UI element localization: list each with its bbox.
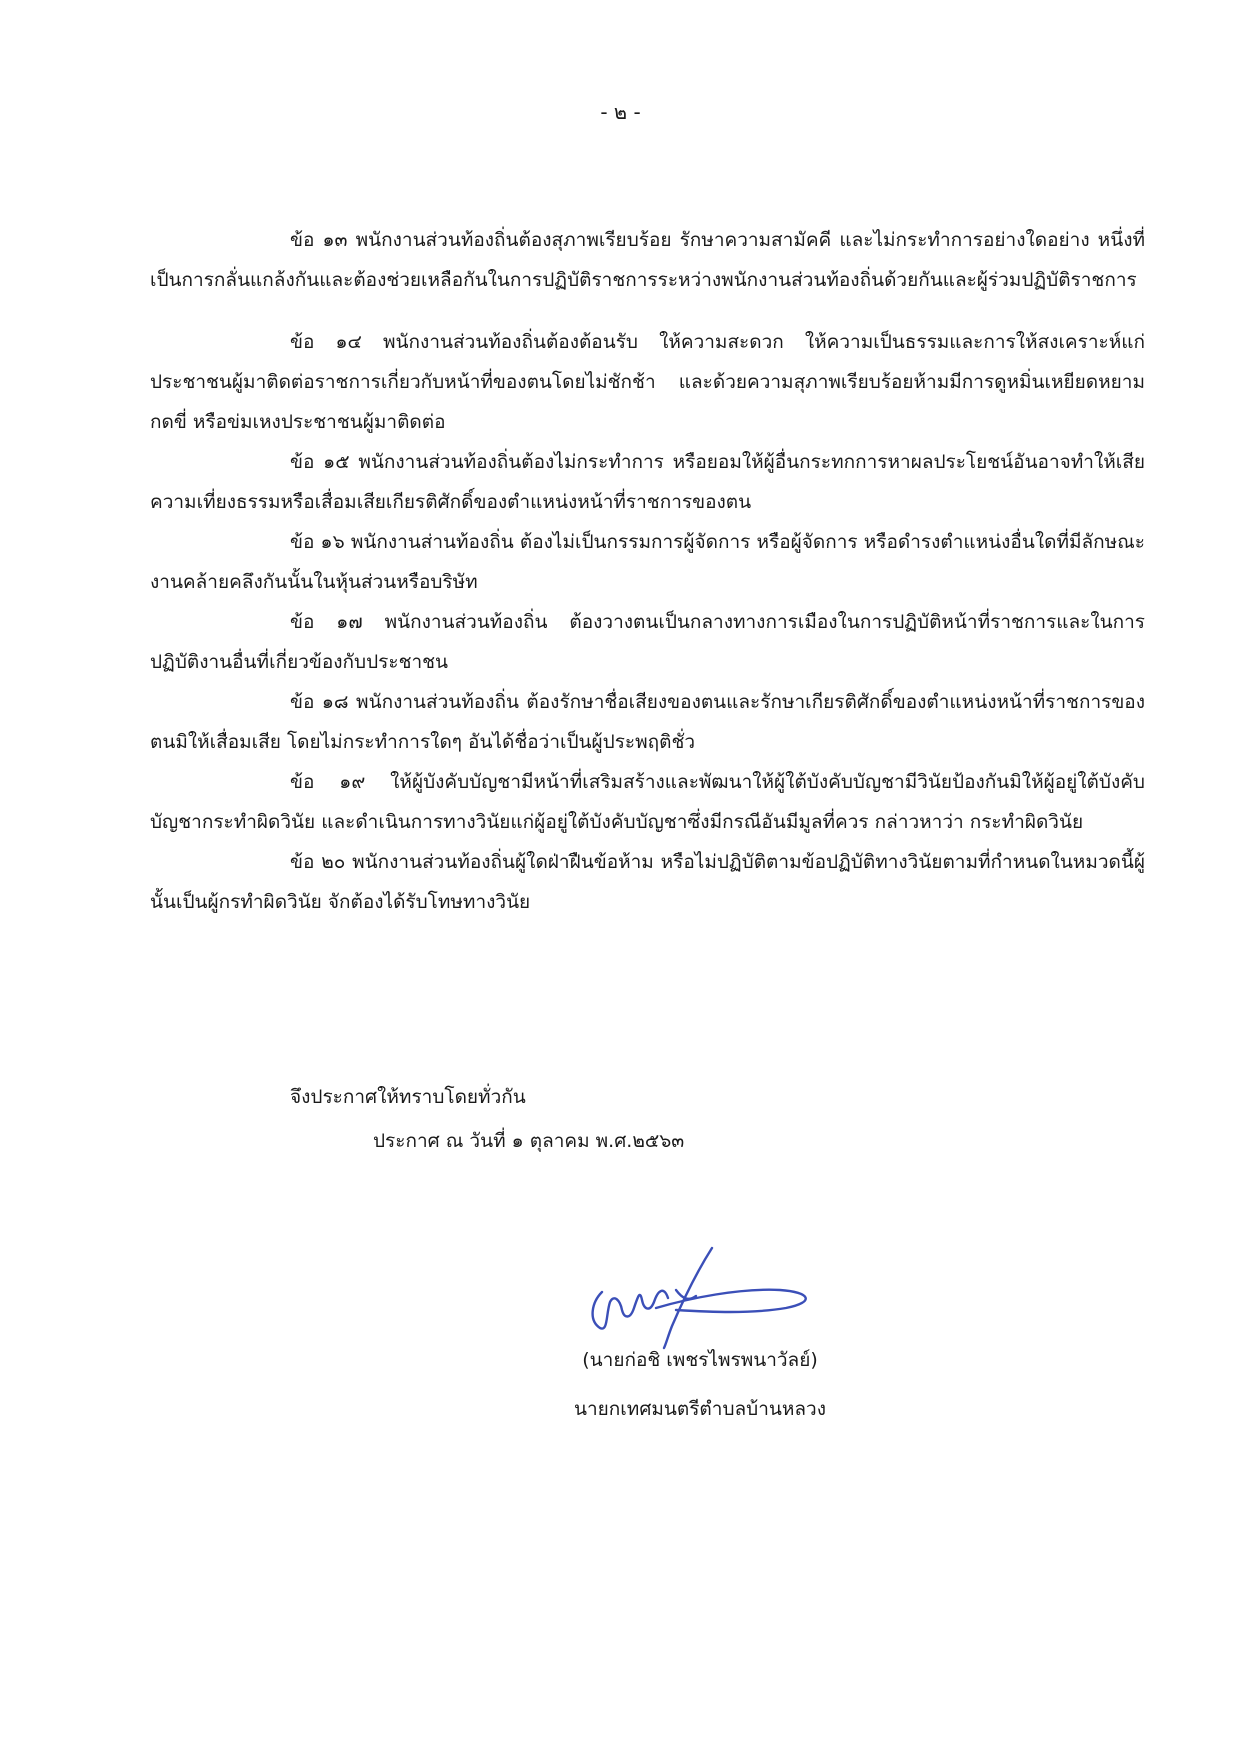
clause-17: ข้อ ๑๗ พนักงานส่วนท้องถิ่น ต้องวางตนเป็นกลางทางการเมืองในการปฏิบัติหน้าที่ราชการและในการ ปฏิบัติงานอื่นที่เกี่ยวข้องกับประชาชน [150,611,1145,673]
clause-19: ข้อ ๑๙ ให้ผู้บังคับบัญชามีหน้าที่เสริมสร้างและพัฒนาให้ผู้ใต้บังคับบัญชามีวินัยป้องกันมิให้ผู้อยู่ใต้บังคับบัญชากระทำผิดวินัย และดำเนินการทางวินัยแก่ผู้อยู่ใต้บังคับบัญชาซึ่งมีกรณีอันมีมูลที่ควร กล่าวหาว่า กระทำผิดวินัย [150,771,1145,833]
clause-18: ข้อ ๑๘ พนักงานส่วนท้องถิ่น ต้องรักษาชื่อเสียงของตนและรักษาเกียรติศักดิ์ของตำแหน่งหน้าที่ราชการของตนมิให้เสื่อมเสีย โดยไม่กระทำการใดๆ อันได้ชื่อว่าเป็นผู้ประพฤติชั่ว [150,691,1145,753]
clause-15: ข้อ ๑๕ พนักงานส่วนท้องถิ่นต้องไม่กระทำการ หรือยอมให้ผู้อื่นกระทกการหาผลประโยชน์อันอาจทำให้เสียความเที่ยงธรรมหรือเสื่อมเสียเกียรติศักดิ์ของตำแหน่งหน้าที่ราชการของตน [150,451,1145,513]
clause-14: ข้อ ๑๔ พนักงานส่วนท้องถิ่นต้องต้อนรับ ให้ความสะดวก ให้ความเป็นธรรมและการให้สงเคราะห์แก่ประชาชนผู้มาติดต่อราชการเกี่ยวกับหน้าที่ของตนโดยไม่ชักช้า และด้วยความสุภาพเรียบร้อยห้ามมีการดูหมิ่นเหยียดหยาม กดขี่ หรือข่มเหงประชาชนผู้มาติดต่อ [150,331,1145,433]
page-number: - ๒ - [600,100,641,124]
closing-statement: จึงประกาศให้ทราบโดยทั่วกัน [290,1086,526,1108]
clause-13: ข้อ ๑๓ พนักงานส่วนท้องถิ่นต้องสุภาพเรียบร้อย รักษาความสามัคคี และไม่กระทำการอย่างใดอย่าง หนึ่งที่เป็นการกลั่นแกล้งกันและต้องช่วยเหลือกันในการปฏิบัติราชการระหว่างพนักงานส่วนท้องถิ่นด้วยกันและผู้ร่วมปฏิบัติราชการ [150,229,1145,291]
signer-title: นายกเทศมนตรีตำบลบ้านหลวง [574,1398,826,1420]
signer-name: (นายก่อชิ เพชรไพรพนาวัลย์) [582,1349,818,1371]
clause-16: ข้อ ๑๖ พนักงานส่านท้องถิ่น ต้องไม่เป็นกรรมการผู้จัดการ หรือผู้จัดการ หรือดำรงตำแหน่งอื่นใดที่มีลักษณะงานคล้ายคลึงกันนั้นในหุ้นส่วนหรือบริษัท [150,531,1145,593]
handwritten-signature [580,1240,840,1350]
clause-20: ข้อ ๒๐ พนักงานส่วนท้องถิ่นผู้ใดฝ่าฝืนข้อห้าม หรือไม่ปฏิบัติตามข้อปฏิบัติทางวินัยตามที่กำหนดในหมวดนี้ผู้นั้นเป็นผู้กรทำผิดวินัย จักต้องได้รับโทษทางวินัย [150,851,1145,913]
announcement-date: ประกาศ ณ วันที่ ๑ ตุลาคม พ.ศ.๒๕๖๓ [373,1130,685,1152]
document-body [150,220,1145,922]
